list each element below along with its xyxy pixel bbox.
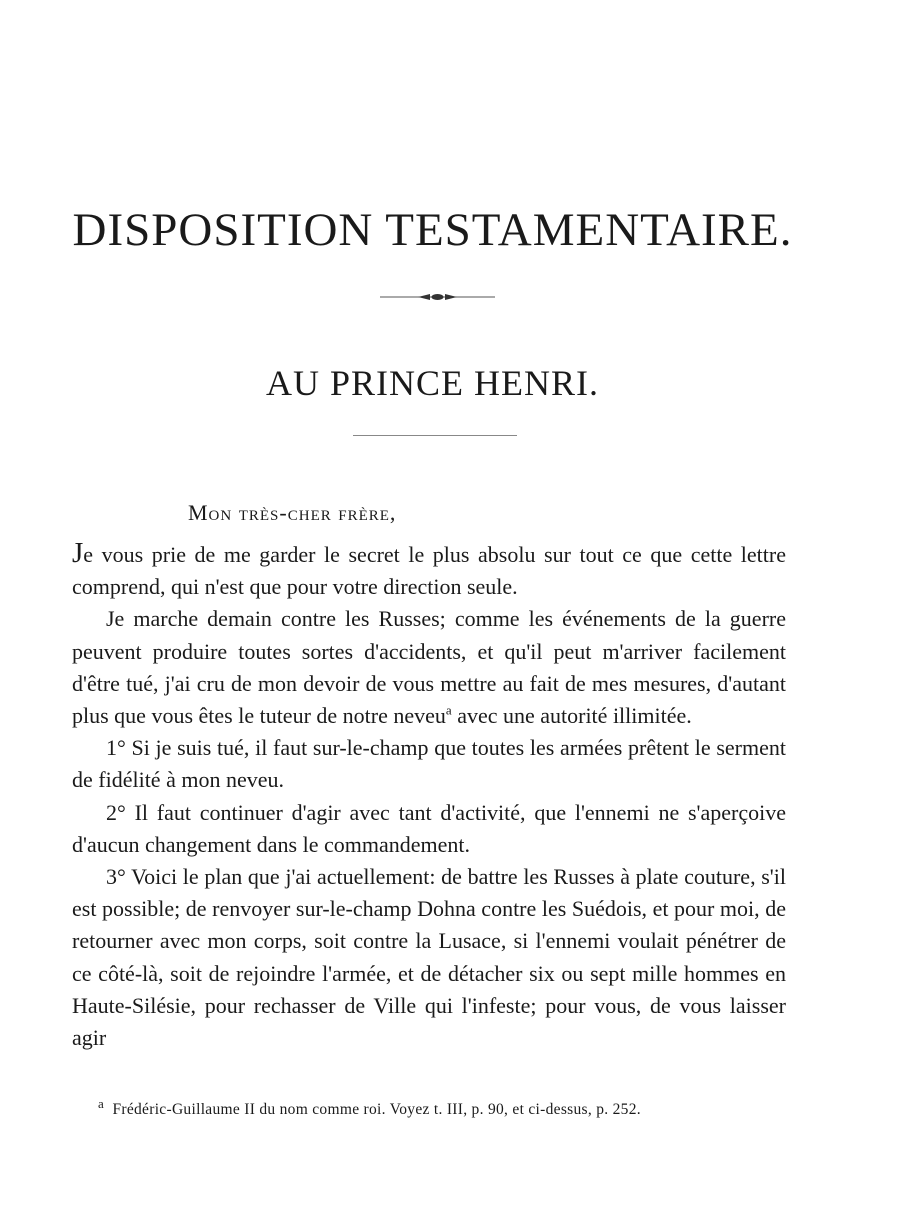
paragraph-1 <box>72 537 786 603</box>
footnote <box>98 1095 798 1119</box>
paragraph-5: 3° Voici le plan que j'ai actuellement: de battre les Russes à plate couture, s'il est possible; de renvoyer sur-le-champ Dohna contre les Suédois, et pour moi, de retourner avec mon corps, soit contre la Lusace, si l'ennemi voulait pénétrer de ce côté-là, soit de rejoindre l'armée, et de détacher six ou sept mille hommes en Haute-Silésie, pour rechasser de Ville qui l'infeste; pour vous, de vous laisser agir <box>72 864 786 1051</box>
footnote-reference: a <box>445 702 452 718</box>
page-title: DISPOSITION TESTAMENTAIRE. <box>72 204 793 256</box>
paragraph-1-text: e vous prie de me garder le secret le plus absolu sur tout ce que cette lettre comprend, qui n'est que pour votre direction seule. <box>72 542 786 600</box>
initial-letter: J <box>72 537 84 569</box>
divider-rule <box>353 435 517 436</box>
paragraph-2 <box>72 603 786 732</box>
paragraph-2-text: Je marche demain contre les Russes; comme les événements de la guerre peuvent produire toutes sortes d'accidents, et qu'il peut m'arriver facilement d'être tué, j'ai cru de mon devoir de vous mettre au fait de mes mesures, d'autant plus que vous êtes le tuteur de notre neveu <box>72 606 786 729</box>
paragraph-3: 1° Si je suis tué, il faut sur-le-champ que toutes les armées prêtent le serment de fidélité à mon neveu. <box>72 735 786 793</box>
footnote-mark: a <box>98 1095 105 1111</box>
letter-body <box>72 537 786 1054</box>
paragraph-4: 2° Il faut continuer d'agir avec tant d'activité, que l'ennemi ne s'aperçoive d'aucun changement dans le commandement. <box>72 799 786 857</box>
page-subtitle: AU PRINCE HENRI. <box>265 363 599 403</box>
ornament-divider <box>380 288 495 306</box>
salutation: Mon très-cher frère, <box>188 500 397 525</box>
paragraph-2-tail: avec une autorité illimitée. <box>451 703 692 729</box>
footnote-text: Frédéric-Guillaume II du nom comme roi. Voyez t. III, p. 90, et ci-dessus, p. 252. <box>112 1101 641 1118</box>
